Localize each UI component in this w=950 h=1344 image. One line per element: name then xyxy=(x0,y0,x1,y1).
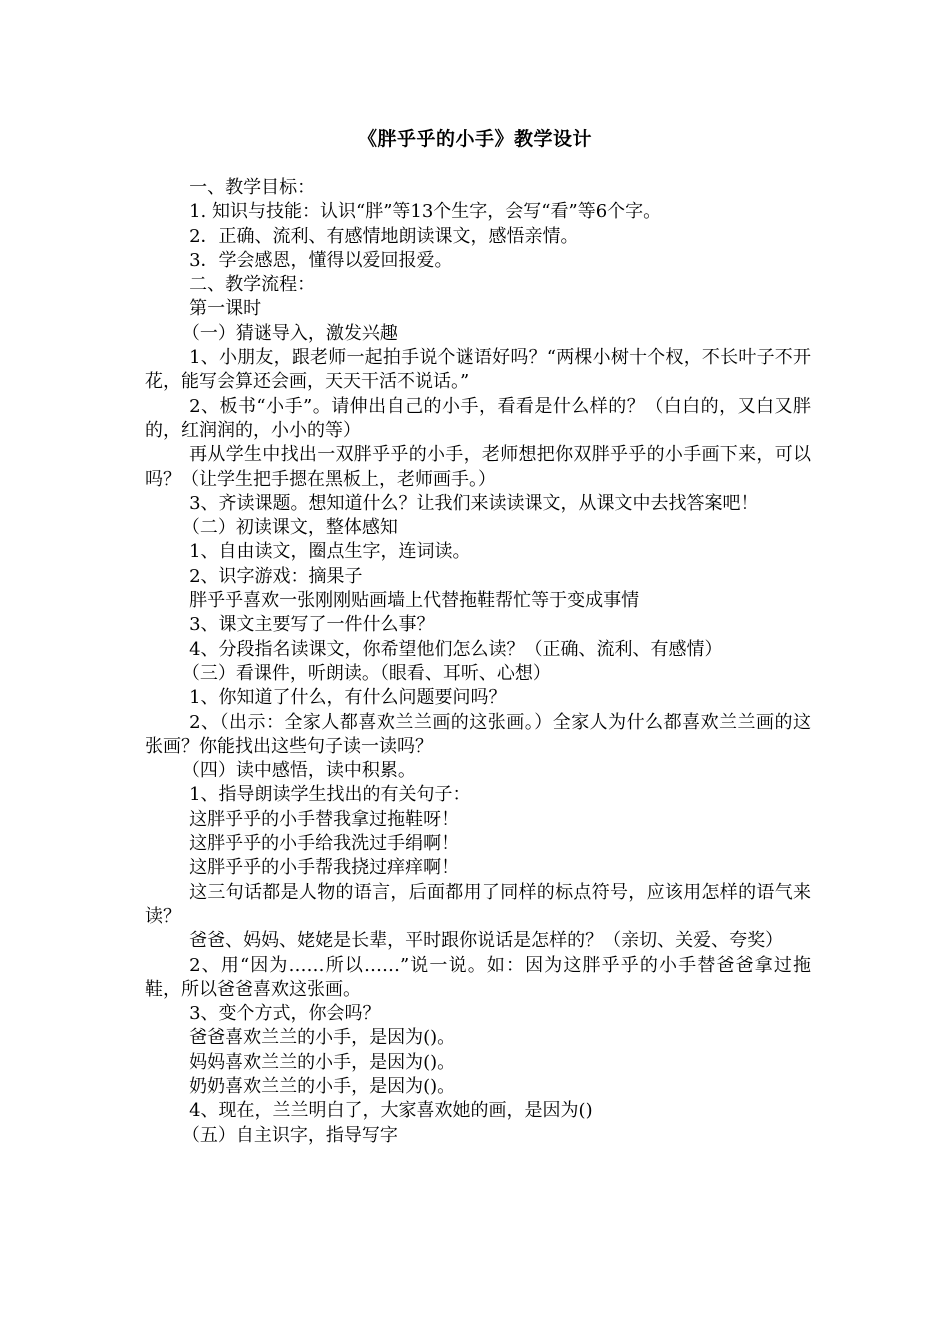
paragraph: 2、（出示：全家人都喜欢兰兰画的这张画。）全家人为什么都喜欢兰兰画的这张画？你能找出这些句子读一读吗？ xyxy=(145,711,811,757)
subsection-heading: （一）猜谜导入，激发兴趣 xyxy=(181,322,398,344)
paragraph: 这胖乎乎的小手帮我挠过痒痒啊！ xyxy=(189,857,460,879)
paragraph: 奶奶喜欢兰兰的小手，是因为()。 xyxy=(189,1075,456,1097)
paragraph: 爸爸喜欢兰兰的小手，是因为()。 xyxy=(189,1027,456,1049)
paragraph: 2．正确、流利、有感情地朗读课文，感悟亲情。 xyxy=(189,225,579,247)
paragraph: 这三句话都是人物的语言，后面都用了同样的标点符号，应该用怎样的语气来读？ xyxy=(145,881,811,927)
paragraph: 4、分段指名读课文，你希望他们怎么读？（正确、流利、有感情） xyxy=(189,638,723,660)
paragraph: 3、变个方式，你会吗？ xyxy=(189,1003,381,1025)
paragraph: 2、用“因为……所以……”说一说。如：因为这胖乎乎的小手替爸爸拿过拖鞋，所以爸爸喜欢这张画。 xyxy=(145,954,811,1000)
document-body xyxy=(145,176,811,1148)
paragraph: 1、你知道了什么，有什么问题要问吗？ xyxy=(189,687,507,709)
paragraph: 这胖乎乎的小手替我拿过拖鞋呀！ xyxy=(189,808,460,830)
paragraph: 胖乎乎喜欢一张刚刚贴画墙上代替拖鞋帮忙等于变成事情 xyxy=(189,590,640,612)
subsection-heading: （三）看课件，听朗读。（眼看、耳听、心想） xyxy=(181,662,551,684)
subsection-heading: （四）读中感悟，读中积累。 xyxy=(181,760,416,782)
paragraph: 这胖乎乎的小手给我洗过手绢啊！ xyxy=(189,833,460,855)
paragraph: 1. 知识与技能：认识“胖”等13个生字，会写“看”等6个字。 xyxy=(189,201,662,223)
paragraph: 再从学生中找出一双胖乎乎的小手，老师想把你双胖乎乎的小手画下来，可以吗？（让学生把手摁在黑板上，老师画手。） xyxy=(145,444,811,490)
paragraph: 1、指导朗读学生找出的有关句子： xyxy=(189,784,471,806)
section-heading: 一、教学目标： xyxy=(189,177,316,198)
subsection-heading: （二）初读课文，整体感知 xyxy=(181,517,398,539)
section-heading: 二、教学流程： xyxy=(189,274,316,296)
paragraph: 1、自由读文，圈点生字，连词读。 xyxy=(189,541,471,563)
paragraph: 4、现在，兰兰明白了，大家喜欢她的画，是因为() xyxy=(189,1100,593,1122)
paragraph: 2、识字游戏：摘果子 xyxy=(189,565,363,587)
paragraph: 3、齐读课题。想知道什么？让我们来读读课文，从课文中去找答案吧！ xyxy=(189,492,759,514)
paragraph: 1、小朋友，跟老师一起拍手说个谜语好吗？“两棵小树十个杈，不长叶子不开花，能写会算还会画，天天干活不说话。” xyxy=(145,347,811,393)
paragraph: 3．学会感恩，懂得以爱回报爱。 xyxy=(189,249,453,271)
paragraph: 2、板书“小手”。请伸出自己的小手，看看是什么样的？（白白的，又白又胖的，红润润的，小小的等） xyxy=(145,395,811,441)
paragraph: 爸爸、妈妈、姥姥是长辈，平时跟你说话是怎样的？（亲切、关爱、夸奖） xyxy=(189,930,784,952)
document-title: 《胖乎乎的小手》教学设计 xyxy=(357,128,592,150)
subsection-heading: （五）自主识字，指导写字 xyxy=(181,1124,398,1146)
lesson-heading: 第一课时 xyxy=(189,298,262,320)
paragraph: 妈妈喜欢兰兰的小手，是因为()。 xyxy=(189,1051,456,1073)
paragraph: 3、课文主要写了一件什么事？ xyxy=(189,614,435,636)
